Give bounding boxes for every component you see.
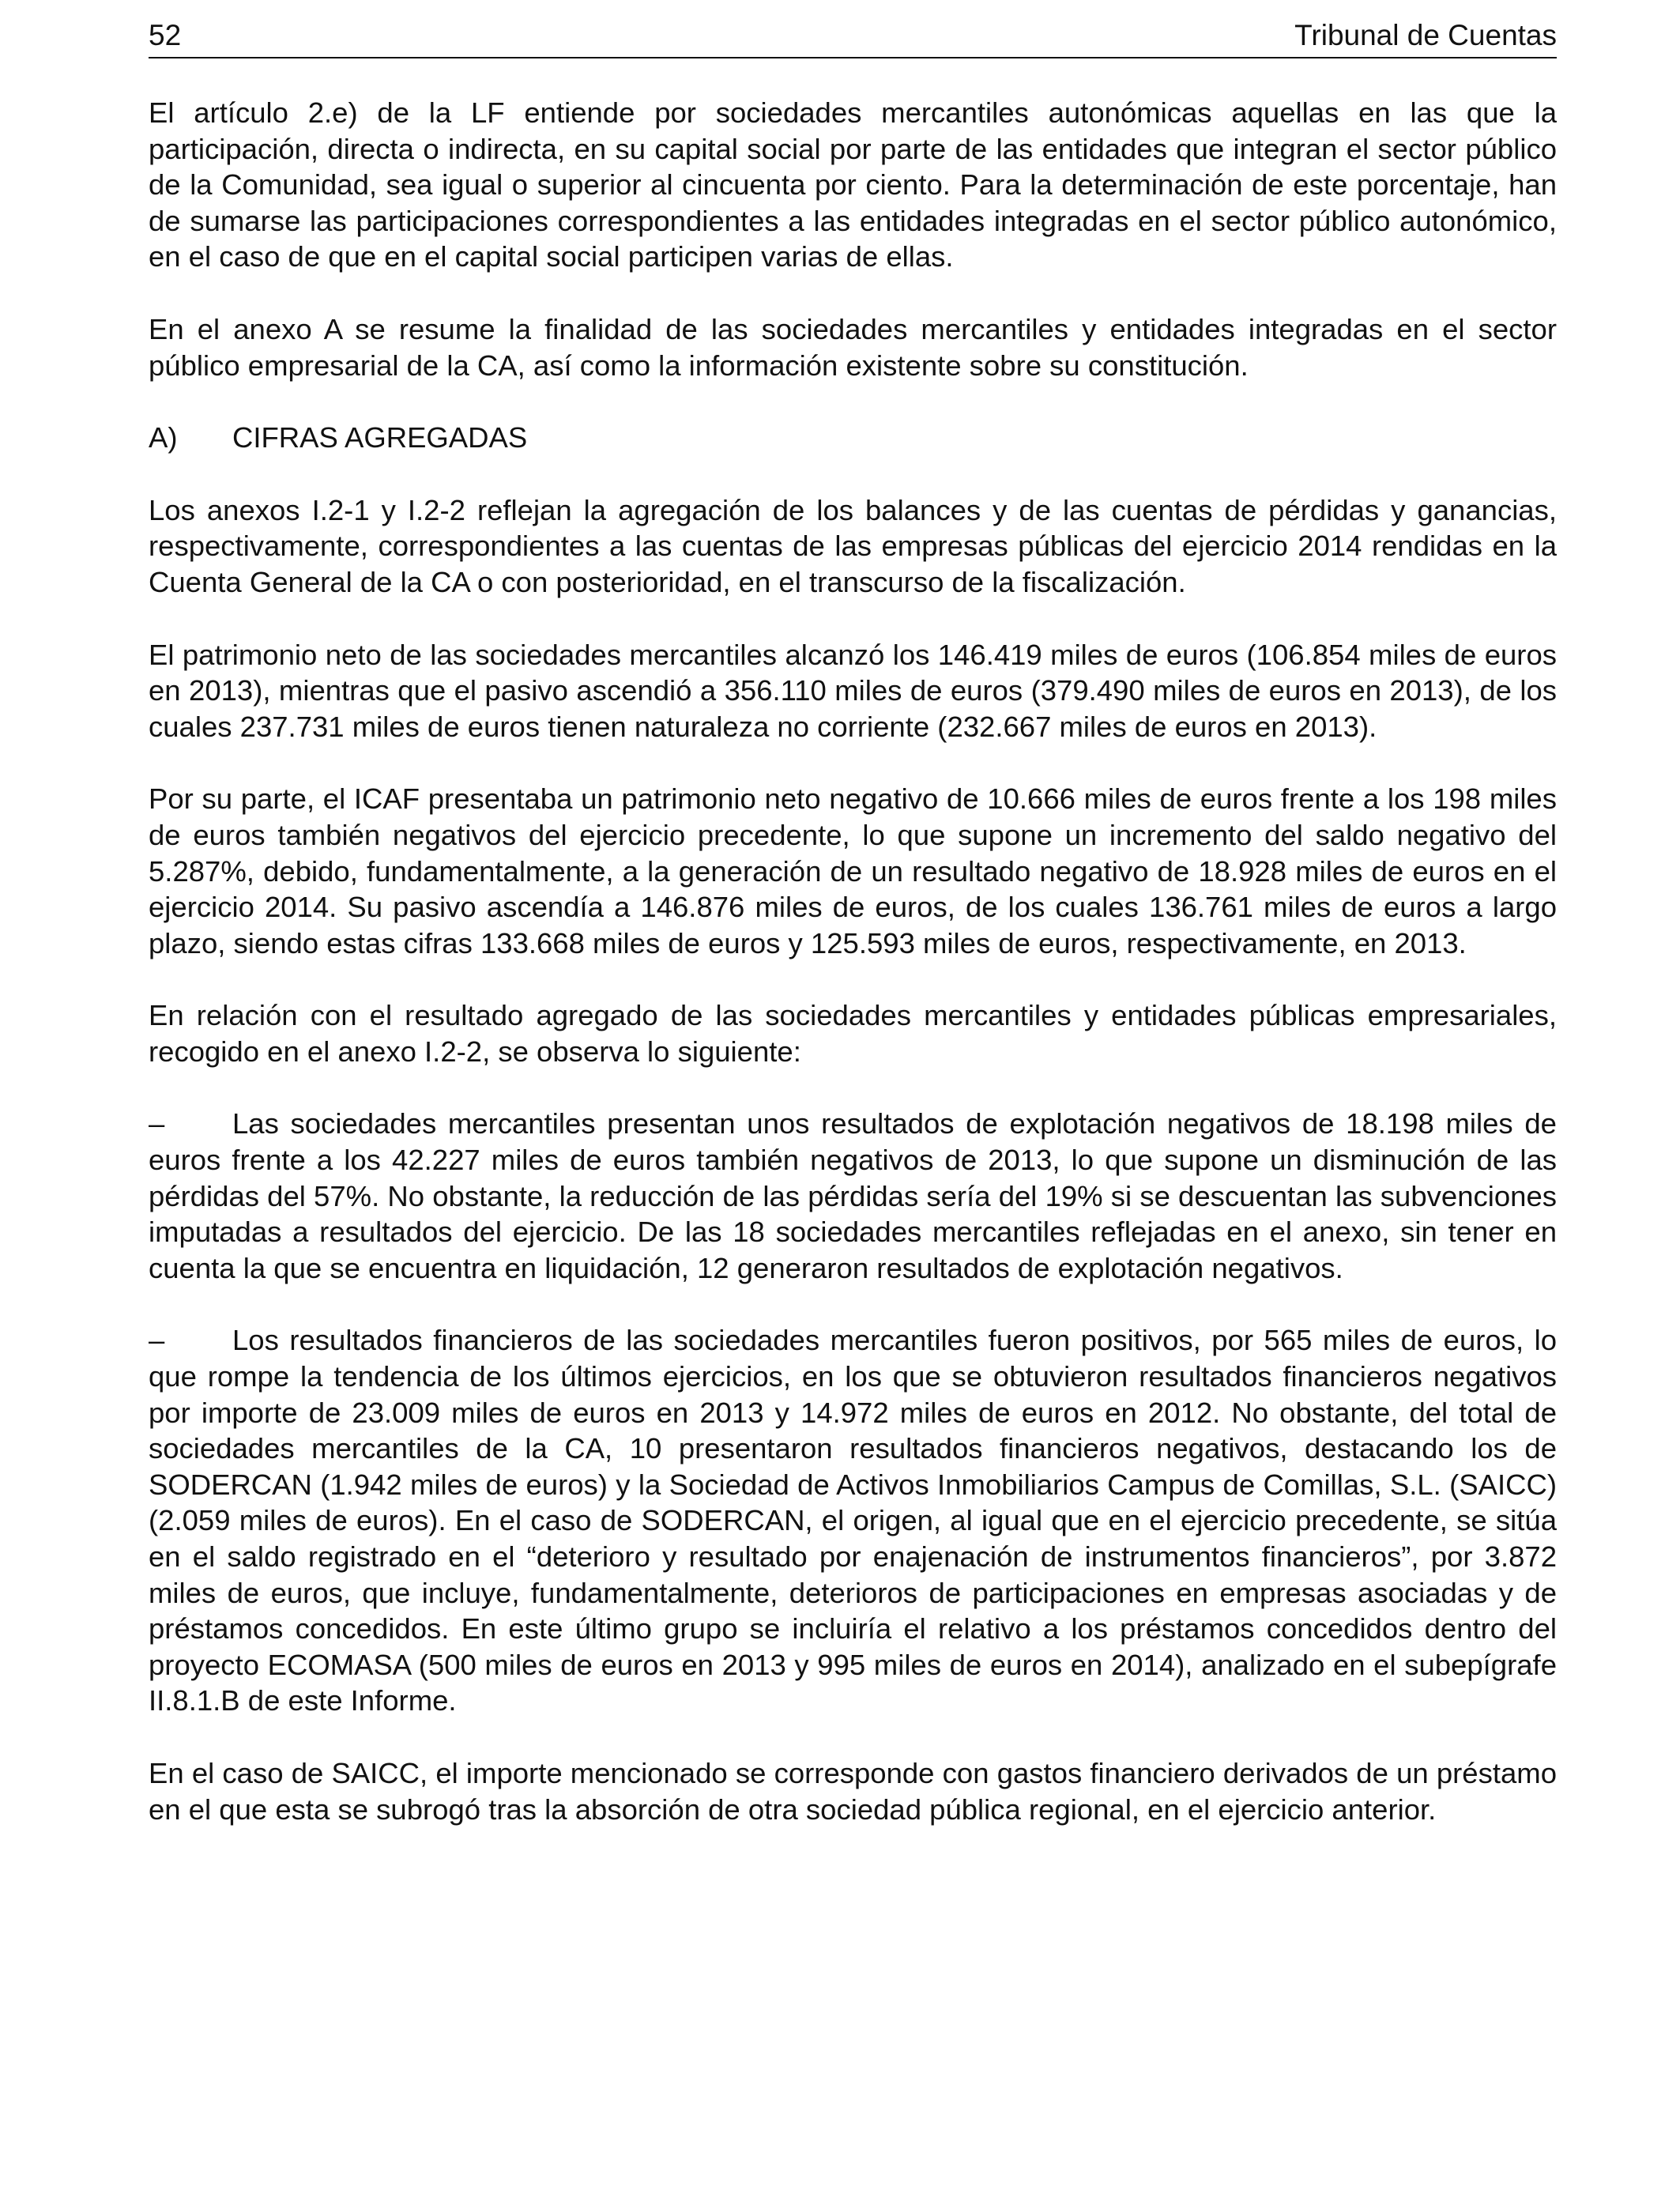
paragraph-patrimonio: El patrimonio neto de las sociedades mercantiles alcanzó los 146.419 miles de euros (106.854 miles de euros en 2013), mientras que el pasivo ascendió a 356.110 miles de euros (379.490 miles de euros en 2013), de los cuales 237.731 miles de euros tienen naturaleza no corriente (232.667 miles de euros en 2013). <box>149 638 1557 743</box>
paragraph-saicc: En el caso de SAICC, el importe mencionado se corresponde con gastos financiero derivados de un préstamo en el que esta se subrogó tras la absorción de otra sociedad pública regional, en el ejercicio anterior. <box>149 1756 1557 1826</box>
section-heading <box>149 420 1557 456</box>
bullet-text: Los resultados financieros de las sociedades mercantiles fueron positivos, por 565 miles de euros, lo que rompe la tendencia de los últimos ejercicios, en los que se obtuvieron resultados financieros negativos por importe de 23.009 miles de euros en 2013 y 14.972 miles de euros en 2012. No obstante, del total de sociedades mercantiles de la CA, 10 presentaron resultados financieros negativos, destacando los de SODERCAN (1.942 miles de euros) y la Sociedad de Activos Inmobiliarios Campus de Comillas, S.L. (SAICC) (2.059 miles de euros). En el caso de SODERCAN, el origen, al igual que en el ejercicio precedente, se sitúa en el saldo registrado en el “deterioro y resultado por enajenación de instrumentos financieros”, por 3.872 miles de euros, que incluye, fundamentalmente, deterioros de participaciones en empresas asociadas y de préstamos concedidos. En este último grupo se incluiría el relativo a los préstamos concedidos dentro del proyecto ECOMASA (500 miles de euros en 2013 y 995 miles de euros en 2014), analizado en el subepígrafe II.8.1.B de este Informe. <box>149 1324 1557 1717</box>
paragraph-annexes: Los anexos I.2-1 y I.2-2 reflejan la agregación de los balances y de las cuentas de pérdidas y ganancias, respectivamente, correspondientes a las cuentas de las empresas públicas del ejercicio 2014 rendidas en la Cuenta General de la CA o con posterioridad, en el transcurso de la fiscalización. <box>149 493 1557 598</box>
paragraph-definition: El artículo 2.e) de la LF entiende por sociedades mercantiles autonómicas aquellas en las que la participación, directa o indirecta, en su capital social por parte de las entidades que integran el sector público de la Comunidad, sea igual o superior al cincuenta por ciento. Para la determinación de este porcentaje, han de sumarse las participaciones correspondientes a las entidades integradas en el sector público autonómico, en el caso de que en el capital social participen varias de ellas. <box>149 96 1557 273</box>
bullet-text: Las sociedades mercantiles presentan unos resultados de explotación negativos de 18.198 miles de euros frente a los 42.227 miles de euros también negativos de 2013, lo que supone un disminución de las pérdidas del 57%. No obstante, la reducción de las pérdidas sería del 19% si se descuentan las subvenciones imputadas a resultados del ejercicio. De las 18 sociedades mercantiles reflejadas en el anexo, sin tener en cuenta la que se encuentra en liquidación, 12 generaron resultados de explotación negativos. <box>149 1107 1557 1284</box>
bullet-dash: – <box>149 1324 165 1357</box>
bullet-item-explotacion <box>149 1106 1557 1286</box>
section-letter: A) <box>149 421 178 454</box>
bullet-dash: – <box>149 1107 165 1140</box>
document-body <box>149 95 1557 1864</box>
page-number: 52 <box>149 19 182 51</box>
header-title: Tribunal de Cuentas <box>1294 19 1557 51</box>
paragraph-annex-a: En el anexo A se resume la finalidad de las sociedades mercantiles y entidades integradas en el sector público empresarial de la CA, así como la información existente sobre su constitución. <box>149 312 1557 382</box>
section-title: CIFRAS AGREGADAS <box>232 421 528 454</box>
bullet-item-financieros <box>149 1322 1557 1719</box>
document-page <box>149 0 1557 2194</box>
paragraph-resultado: En relación con el resultado agregado de las sociedades mercantiles y entidades públicas empresariales, recogido en el anexo I.2-2, se observa lo siguiente: <box>149 999 1557 1068</box>
page-header <box>149 17 1557 58</box>
paragraph-icaf: Por su parte, el ICAF presentaba un patrimonio neto negativo de 10.666 miles de euros frente a los 198 miles de euros también negativos del ejercicio precedente, lo que supone un incremento del saldo negativo del 5.287%, debido, fundamentalmente, a la generación de un resultado negativo de 18.928 miles de euros en el ejercicio 2014. Su pasivo ascendía a 146.876 miles de euros, de los cuales 136.761 miles de euros a largo plazo, siendo estas cifras 133.668 miles de euros y 125.593 miles de euros, respectivamente, en 2013. <box>149 782 1557 959</box>
